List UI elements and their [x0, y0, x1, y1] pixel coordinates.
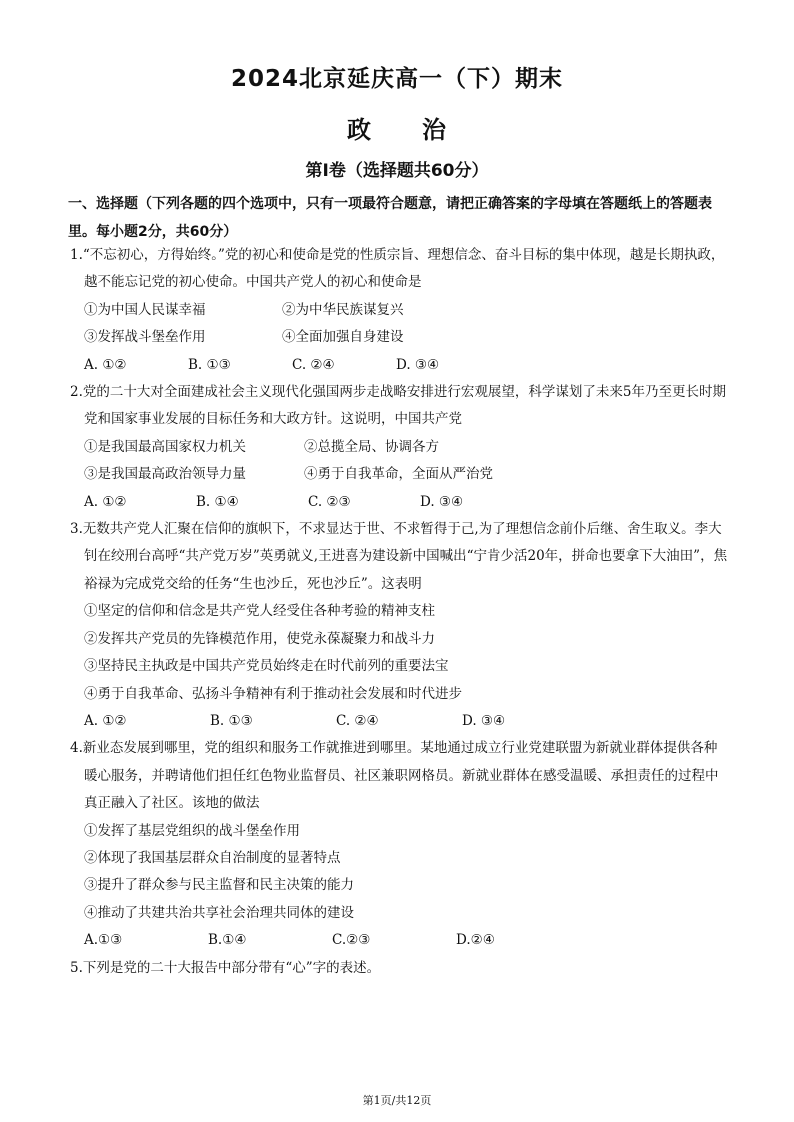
answer-choice-b: B. ①③: [188, 356, 231, 373]
answer-row: [70, 708, 730, 735]
option: ②总揽全局、协调各方: [304, 438, 439, 455]
option: ④勇于自我革命，全面从严治党: [304, 466, 493, 483]
option: ③坚持民主执政是中国共产党员始终走在时代前列的重要法宝: [84, 658, 449, 675]
question-3: [70, 516, 730, 735]
answer-choice-d: D.②④: [456, 932, 495, 949]
section-instructions: 一、选择题（下列各题的四个选项中，只有一项最符合题意，请把正确答案的字母填在答题纸上的答题表里。每小题2分，共60分）: [68, 196, 712, 240]
question-stem: 2.党的二十大对全面建成社会主义现代化强国两步走战略安排进行宏观展望，科学谋划了未来5年乃至更长时期党和国家事业发展的目标任务和大政方针。这说明，中国共产党: [70, 384, 726, 428]
answer-choice-a: A. ①②: [84, 356, 127, 373]
answer-choice-a: A.①③: [84, 932, 123, 949]
option-row: [70, 461, 730, 488]
option: ①发挥了基层党组织的战斗堡垒作用: [84, 822, 300, 839]
answer-choice-d: D. ③④: [462, 712, 506, 729]
answer-choice-c: C. ②④: [336, 712, 379, 729]
question-stem: 3.无数共产党人汇聚在信仰的旗帜下，不求显达于世、不求暂得于己,为了理想信念前仆后继、舍生取义。李大钊在绞刑台高呼“共产党万岁”英勇就义,王进喜为建设新中国喊出“宁肯少活20年，拼命也要拿下大油田”，焦裕禄为完成党交给的任务“生也沙丘，死也沙丘”。这表明: [70, 521, 728, 592]
option: ④全面加强自身建设: [282, 329, 404, 346]
question-4: [70, 735, 730, 954]
exam-subject: 政 治: [347, 116, 447, 144]
option: ①为中国人民谋幸福: [84, 301, 206, 318]
answer-choice-d: D. ③④: [396, 356, 440, 373]
option: ④勇于自我革命、弘扬斗争精神有利于推动社会发展和时代进步: [84, 685, 462, 702]
option-row: [70, 434, 730, 461]
answer-choice-d: D. ③④: [420, 493, 464, 510]
option: ①是我国最高国家权力机关: [84, 438, 246, 455]
answer-choice-c: C. ②③: [308, 493, 351, 510]
option-row: [70, 324, 730, 351]
question-2: [70, 379, 730, 516]
option: ②发挥共产党员的先锋模范作用，使党永葆凝聚力和战斗力: [84, 630, 435, 647]
option: ③是我国最高政治领导力量: [84, 466, 246, 483]
question-stem: 5.下列是党的二十大报告中部分带有“心”字的表述。: [70, 959, 381, 976]
answer-choice-b: B. ①③: [210, 712, 253, 729]
answer-choice-b: B. ①④: [196, 493, 239, 510]
question-stem: 4.新业态发展到哪里，党的组织和服务工作就推进到哪里。某地通过成立行业党建联盟为新就业群体提供各种暖心服务，并聘请他们担任红色物业监督员、社区兼职网格员。新就业群体在感受温暖、承担责任的过程中真正融入了社区。该地的做法: [70, 740, 719, 812]
option: ④推动了共建共治共享社会治理共同体的建设: [84, 904, 354, 921]
exam-title: 2024北京延庆高一（下）期末: [230, 66, 563, 92]
option: ②体现了我国基层群众自治制度的显著特点: [84, 849, 341, 866]
answer-row: [70, 927, 730, 954]
question-stem: 1.“不忘初心，方得始终。”党的初心和使命是党的性质宗旨、理想信念、奋斗目标的集中体现，越是长期执政，越不能忘记党的初心使命。中国共产党人的初心和使命是: [70, 247, 725, 291]
option: ①坚定的信仰和信念是共产党人经受住各种考验的精神支柱: [84, 603, 435, 620]
answer-row: [70, 489, 730, 516]
answer-choice-b: B.①④: [208, 932, 247, 949]
option: ③提升了群众参与民主监督和民主决策的能力: [84, 877, 354, 894]
option: ③发挥战斗堡垒作用: [84, 329, 206, 346]
answer-choice-c: C.②③: [332, 932, 371, 949]
answer-choice-a: A. ①②: [84, 493, 127, 510]
page-number: 第1页/共12页: [362, 1094, 432, 1107]
part-heading: 第Ⅰ卷（选择题共60分）: [305, 161, 489, 181]
option-row: [70, 297, 730, 324]
question-5: [70, 955, 730, 982]
question-list: [70, 242, 730, 982]
question-1: [70, 242, 730, 379]
option: ②为中华民族谋复兴: [282, 301, 404, 318]
answer-choice-c: C. ②④: [292, 356, 335, 373]
answer-choice-a: A. ①②: [84, 712, 127, 729]
answer-row: [70, 352, 730, 379]
